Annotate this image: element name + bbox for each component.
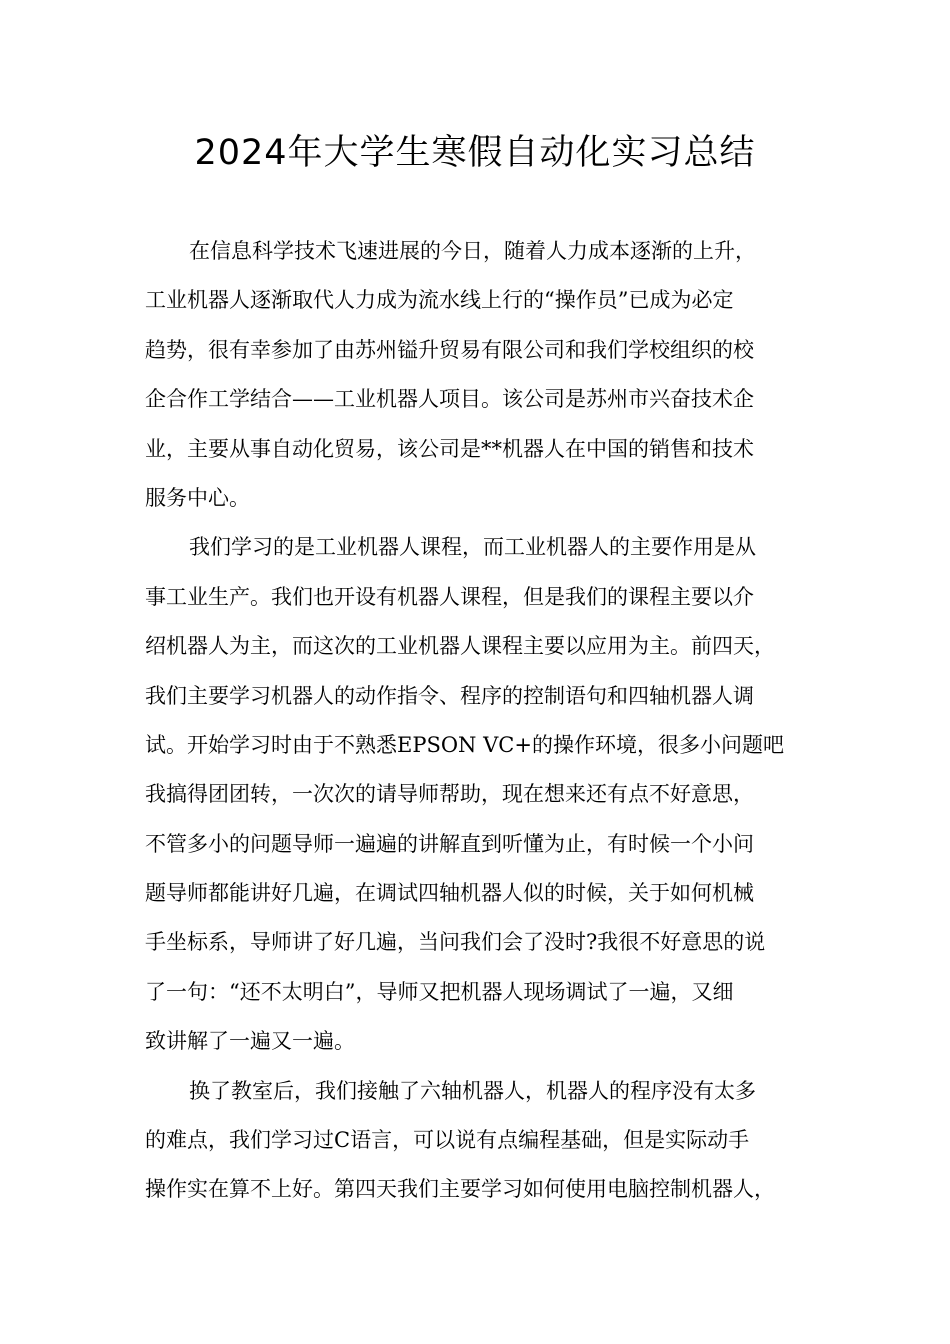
text-line: 了一句：“还不太明白”，导师又把机器人现场调试了一遍，又细 [145, 979, 734, 1004]
text-line: 我搞得团团转，一次次的请导师帮助，现在想来还有点不好意思， [145, 782, 754, 807]
text-line: 我们主要学习机器人的动作指令、程序的控制语句和四轴机器人调 [145, 683, 754, 708]
text-line: 不管多小的问题导师一遍遍的讲解直到听懂为止，有时候一个小问 [145, 831, 754, 856]
document-title: 2024年大学生寒假自动化实习总结 [194, 133, 756, 173]
text-line: 在信息科学技术飞速进展的今日，随着人力成本逐渐的上升， [189, 239, 756, 263]
text-line: 趋势，很有幸参加了由苏州镒升贸易有限公司和我们学校组织的校 [145, 337, 754, 362]
paragraph-3 [145, 1067, 810, 1215]
document-body [145, 227, 810, 1215]
text-line: 工业机器人逐渐取代人力成为流水线上行的“操作员”已成为必定 [145, 288, 734, 313]
text-line: 操作实在算不上好。第四天我们主要学习如何使用电脑控制机器人， [145, 1177, 775, 1202]
text-line: 换了教室后，我们接触了六轴机器人，机器人的程序没有太多 [189, 1078, 756, 1103]
text-line: 我们学习的是工业机器人课程，而工业机器人的主要作用是从 [189, 535, 756, 560]
text-line: 业，主要从事自动化贸易，该公司是**机器人在中国的销售和技术 [145, 436, 754, 461]
text-line: 题导师都能讲好几遍，在调试四轴机器人似的时候，关于如何机械 [145, 881, 754, 906]
text-line: 的难点，我们学习过C语言，可以说有点编程基础，但是实际动手 [145, 1128, 750, 1153]
paragraph-1 [145, 227, 810, 523]
text-line: 事工业生产。我们也开设有机器人课程，但是我们的课程主要以介 [145, 584, 754, 609]
text-line: 企合作工学结合——工业机器人项目。该公司是苏州市兴奋技术企 [145, 387, 754, 412]
text-line: 服务中心。 [145, 485, 250, 510]
text-line: 致讲解了一遍又一遍。 [145, 1029, 355, 1054]
text-line: 手坐标系，导师讲了好几遍，当问我们会了没时?我很不好意思的说 [145, 930, 766, 955]
text-line: 绍机器人为主，而这次的工业机器人课程主要以应用为主。前四天， [145, 634, 775, 659]
paragraph-2 [145, 523, 810, 1066]
text-line: 试。开始学习时由于不熟悉EPSON VC+的操作环境，很多小问题吧 [145, 732, 784, 757]
